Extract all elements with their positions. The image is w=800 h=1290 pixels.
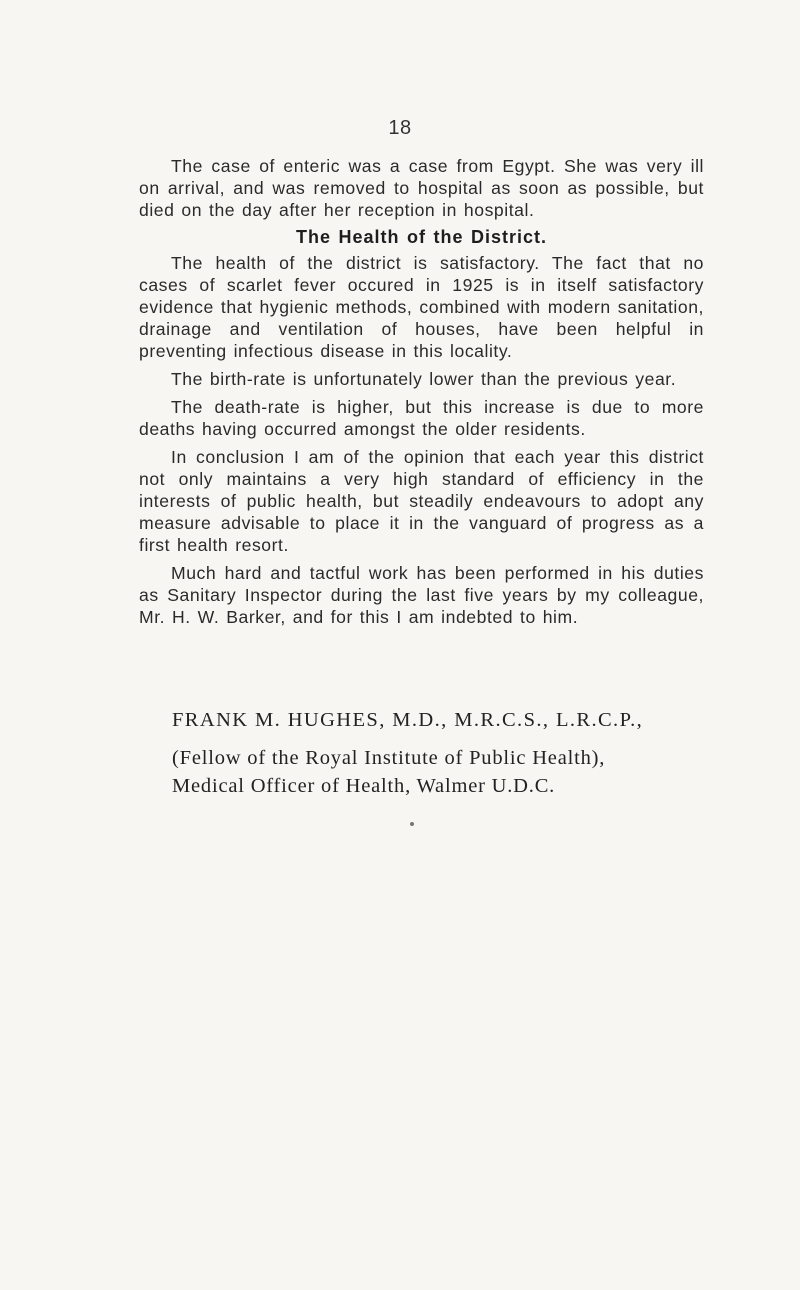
paragraph-district-health: The health of the district is satisfactory. The fact that no cases of scarlet fever occured in 1925 is in itself satisfactory evidence that hygienic methods, combined with modern sanitation, drainage and ventilation of houses, have been helpful in preventing infectious disease in this locality. <box>139 253 704 361</box>
signatory-title: Medical Officer of Health, Walmer U.D.C. <box>172 775 556 797</box>
paragraph-acknowledgement: Much hard and tactful work has been performed in his duties as Sanitary Inspector during the last five years by my colleague, Mr. H. W. Barker, and for this I am indebted to him. <box>139 563 704 627</box>
paragraph-conclusion: In conclusion I am of the opinion that each year this district not only maintains a very high standard of efficiency in the interests of public health, but steadily endeavours to adopt any measure advisable to place it in the vanguard of progress as a first health resort. <box>139 447 704 555</box>
paragraph-birth-rate: The birth-rate is unfortunately lower than the previous year. <box>171 369 677 389</box>
paragraph-enteric-case: The case of enteric was a case from Egypt. She was very ill on arrival, and was removed to hospital as soon as possible, but died on the day after her reception in hospital. <box>139 156 704 220</box>
signatory-fellowship: (Fellow of the Royal Institute of Public Health), <box>172 747 606 769</box>
ink-speck <box>410 822 414 826</box>
signature-block <box>172 708 732 800</box>
report-body <box>139 155 704 628</box>
paragraph-death-rate: The death-rate is higher, but this increase is due to more deaths having occurred amongst the older residents. <box>139 397 704 439</box>
section-heading: The Health of the District. <box>295 227 548 247</box>
signatory-name: FRANK M. HUGHES, M.D., M.R.C.S., L.R.C.P., <box>172 709 644 731</box>
page-number: 18 <box>388 117 412 139</box>
